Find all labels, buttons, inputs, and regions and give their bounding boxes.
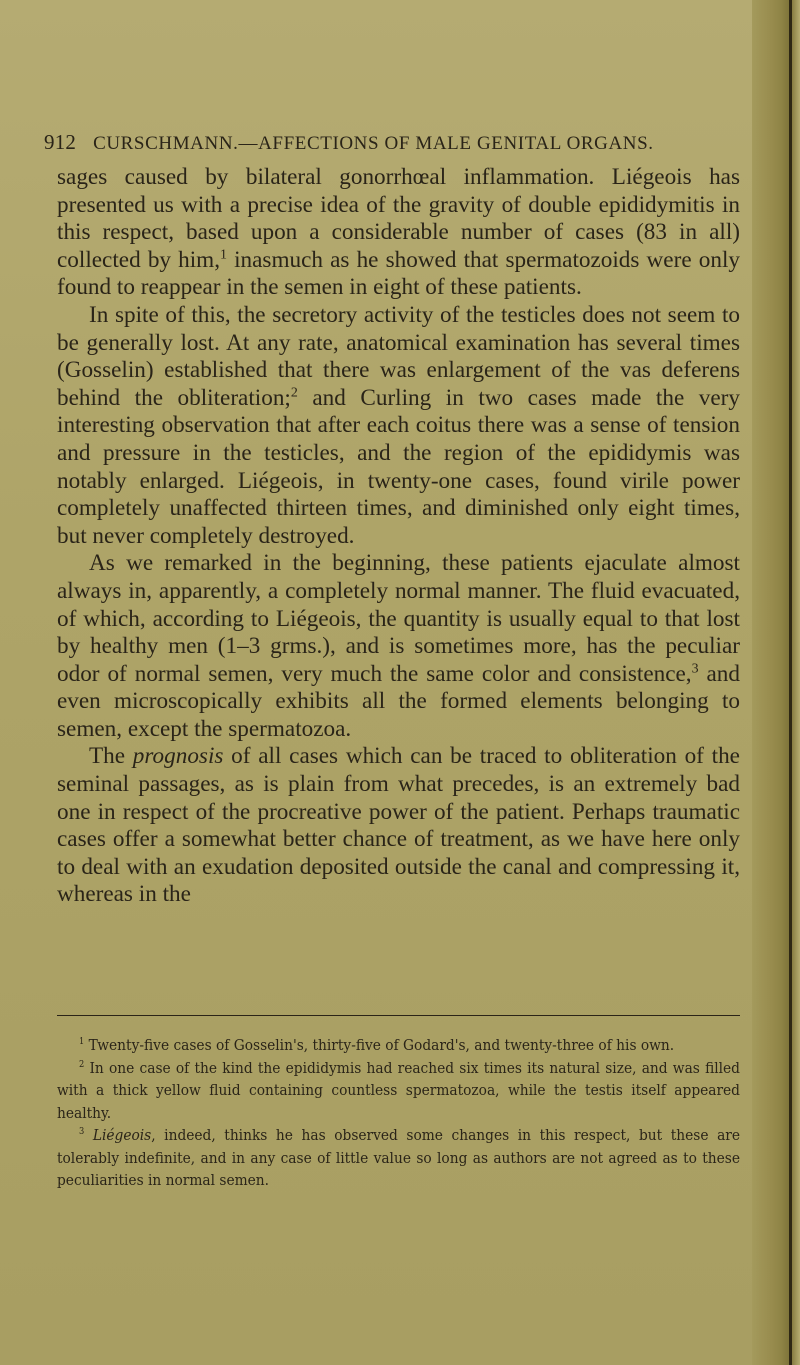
paragraph-3 <box>57 550 740 743</box>
paragraph-text: The <box>89 743 133 770</box>
page-edge-shadow <box>752 0 800 1365</box>
footnote-ref-3: 3 <box>691 660 699 676</box>
footnote-ref-1: 1 <box>220 247 227 263</box>
paragraph-4 <box>57 743 740 909</box>
emphasis-prognosis: prognosis <box>132 743 224 770</box>
footnote-text: , indeed, thinks he has observed some changes in this respect, but these are tolerably indefinite, and in any case of little value so long as authors are not agreed as to these peculiarities in normal semen. <box>57 1126 740 1189</box>
running-head <box>44 130 724 155</box>
paragraph-1 <box>57 164 740 302</box>
footnotes <box>57 1034 740 1192</box>
paragraph-text: As we remarked in the beginning, these patients ejaculate almost always in, apparently, a completely normal manner. The fluid evacuated, of which, according to Liégeois, the quantity is usually equal to that lost by healthy men (1–3 grms.), and is sometimes more, has the peculiar odor of normal semen, very much the same color and consistence, <box>57 550 740 687</box>
footnote-text: Twenty-five cases of Gosselin's, thirty-five of Godard's, and twenty-three of his own. <box>84 1036 675 1054</box>
page-number: 912 <box>44 130 77 154</box>
paragraph-text: of all cases which can be traced to obliteration of the seminal passages, as is plain from what precedes, is an extremely bad one in respect of the procreative power of the patient. Perhaps traumatic cases offer a somewhat better chance of treatment, as we have here only to deal with an exudation deposited outside the canal and compressing it, whereas in the <box>57 743 740 908</box>
footnote-emphasis: Liégeois <box>92 1126 152 1144</box>
paragraph-text: and Curling in two cases made the very interesting observation that after each coitus there was a sense of tension and pressure in the testicles, and the region of the epididymis was notably enlarged. Liégeois, in twenty-one cases, found virile power completely unaffected thirteen times, and diminished only eight times, but never completely destroyed. <box>57 384 740 549</box>
running-title: CURSCHMANN.—AFFECTIONS OF MALE GENITAL ORGANS. <box>93 133 654 154</box>
footnote-1 <box>57 1034 740 1057</box>
body-text <box>57 164 740 909</box>
paragraph-text: In spite of this, the secretory activity of the testicles does not seem to be generally lost. At any rate, anatomical examination has several times (Gosselin) established that there was enlargement of the vas deferens behind the obliteration; <box>57 301 740 411</box>
footnote-mark: 1 <box>79 1035 85 1047</box>
footnote-mark: 2 <box>79 1058 85 1070</box>
paragraph-text: sages caused by bilateral gonorrhœal inflammation. Liégeois has presented us with a precise idea of the gravity of double epididymitis in this respect, based upon a considerable number of cases (83 in all) collected by him, <box>57 164 740 273</box>
footnote-3 <box>57 1124 740 1192</box>
footnote-text: In one case of the kind the epididymis had reached six times its natural size, and was filled with a thick yellow fluid containing countless spermatozoa, while the testis itself appeared healthy. <box>57 1058 740 1122</box>
footnote-mark: 3 <box>79 1125 85 1137</box>
paragraph-2 <box>57 302 740 550</box>
paragraph-text: inasmuch as he showed that spermatozoids were only found to reappear in the semen in eight of these patients. <box>57 246 740 301</box>
paragraph-text: and even microscopically exhibits all the formed elements belonging to semen, except the spermatozoa. <box>57 660 740 742</box>
footnote-2 <box>57 1057 740 1125</box>
page-edge-line <box>789 0 792 1365</box>
footnote-divider <box>57 1015 740 1016</box>
footnote-ref-2: 2 <box>290 385 298 401</box>
